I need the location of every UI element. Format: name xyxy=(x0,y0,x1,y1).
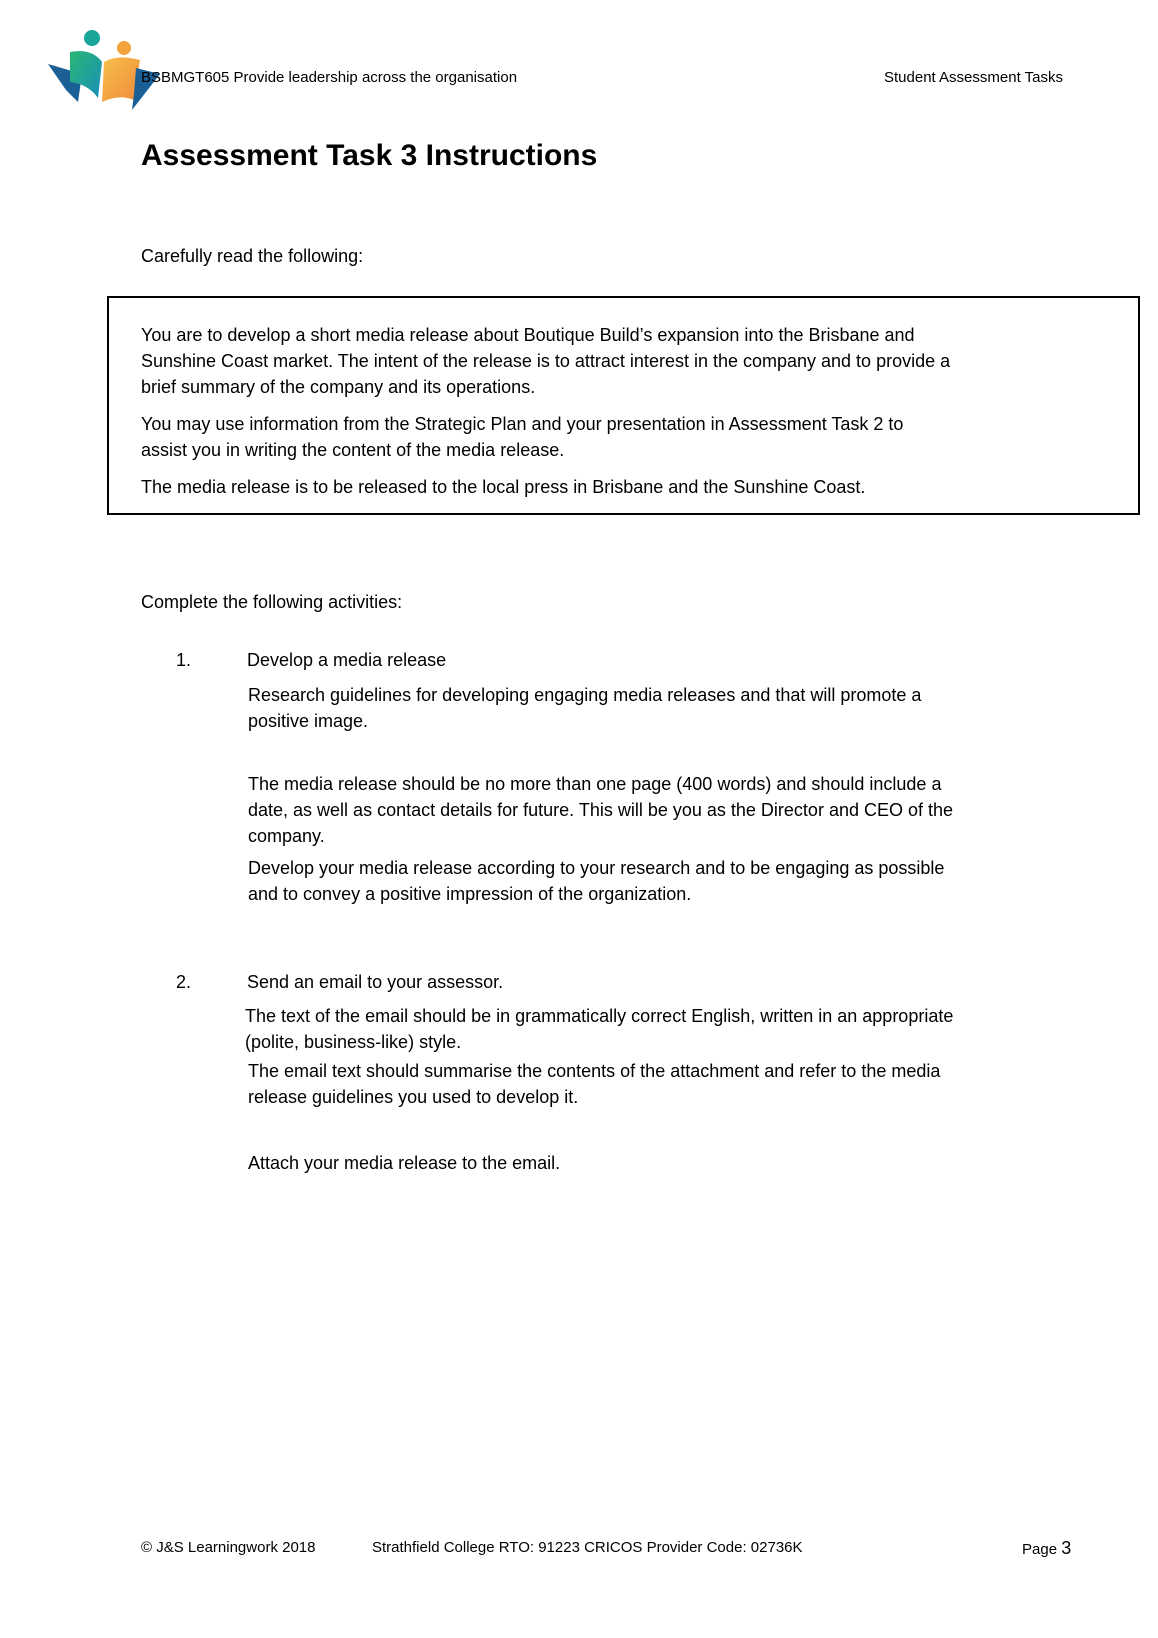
activity-number: 2. xyxy=(176,972,192,992)
activity-heading: Develop a media release xyxy=(247,650,447,670)
box-paragraph: The media release is to be released to the local press in Brisbane and the Sunshine Coast. xyxy=(141,477,866,497)
activity-paragraph: The media release should be no more than one page (400 words) and should include a date, as well as contact details for future. This will be you as the Director and CEO of the company. xyxy=(248,774,954,846)
page-label: Page xyxy=(1022,1541,1058,1558)
page-title: Assessment Task 3 Instructions xyxy=(141,139,598,172)
header-section-title: Student Assessment Tasks xyxy=(884,69,1063,86)
activity-paragraph: Develop your media release according to your research and to be engaging as possible and to convey a positive impression of the organization. xyxy=(248,858,945,904)
activity-paragraph: The text of the email should be in grammatically correct English, written in an appropriate (polite, business-like) style. xyxy=(245,1006,954,1052)
footer-page xyxy=(1022,1538,1071,1560)
activity-heading: Send an email to your assessor. xyxy=(247,972,504,992)
activity-number: 1. xyxy=(176,650,192,670)
footer-copyright: © J&S Learningwork 2018 xyxy=(141,1539,316,1556)
footer-rto: Strathfield College RTO: 91223 CRICOS Provider Code: 02736K xyxy=(372,1539,803,1556)
activity-paragraph: The email text should summarise the contents of the attachment and refer to the media release guidelines you used to develop it. xyxy=(248,1061,941,1107)
activities-intro: Complete the following activities: xyxy=(141,592,403,612)
box-paragraph: You are to develop a short media release about Boutique Build’s expansion into the Brisbane and Sunshine Coast market. The intent of the release is to attract interest in the company and to provide a brief summary of the company and its operations. xyxy=(141,325,951,397)
header-course-title: BSBMGT605 Provide leadership across the organisation xyxy=(141,69,518,86)
instruction-box xyxy=(107,296,1140,515)
activity-paragraph: Research guidelines for developing engaging media releases and that will promote a positive image. xyxy=(248,685,922,731)
activity-paragraph: Attach your media release to the email. xyxy=(248,1153,561,1173)
intro-text: Carefully read the following: xyxy=(141,246,364,266)
box-paragraph: You may use information from the Strategic Plan and your presentation in Assessment Task 2 to assist you in writing the content of the media release. xyxy=(141,414,904,460)
page-number: 3 xyxy=(1061,1538,1072,1558)
